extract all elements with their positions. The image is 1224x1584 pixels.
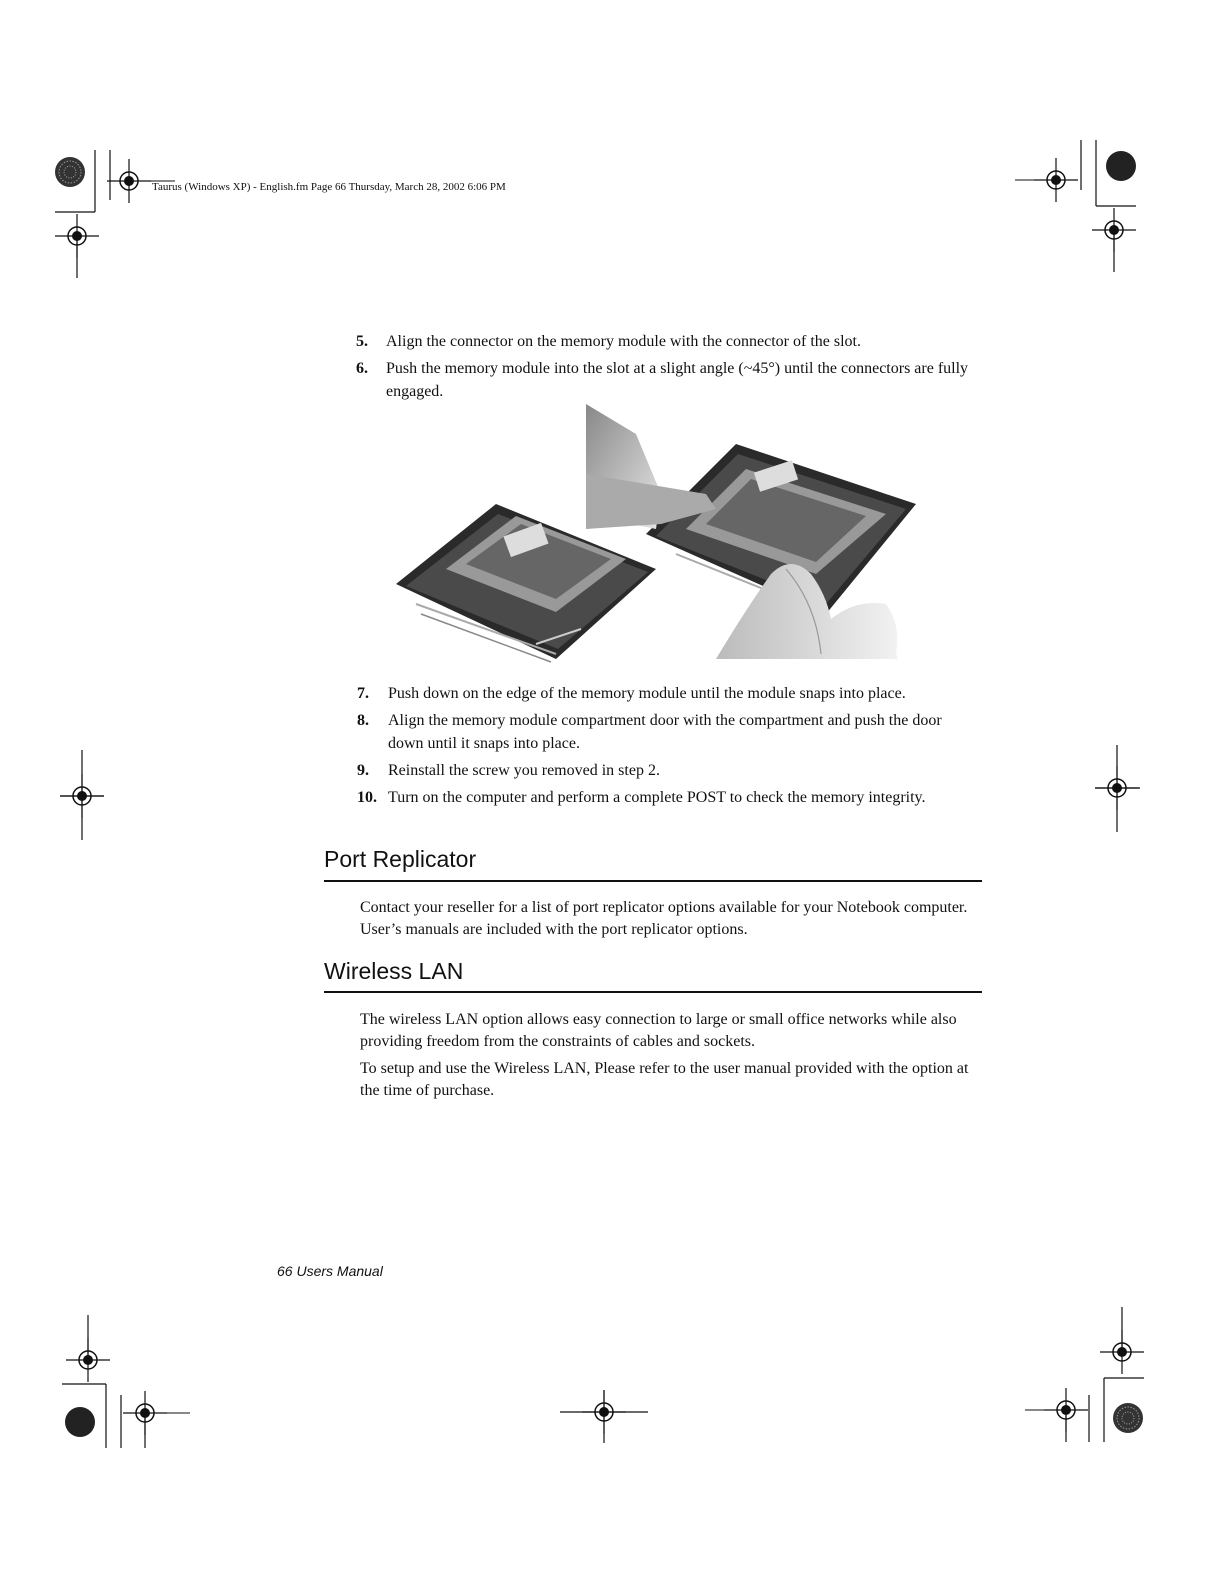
wireless-lan-body-1: The wireless LAN option allows easy connection to large or small office networks while also providing freedom from the constraints of cables and sockets. [360, 1011, 957, 1050]
steps-list-bottom [357, 682, 981, 813]
list-item [357, 682, 981, 705]
list-item [356, 330, 980, 353]
step-text: Push down on the edge of the memory module until the module snaps into place. [388, 685, 906, 702]
list-item [356, 357, 980, 403]
step-text: Align the memory module compartment door with the compartment and push the door down until it snaps into place. [388, 712, 942, 752]
print-slug-header: Taurus (Windows XP) - English.fm Page 66 Thursday, March 28, 2002 6:06 PM [152, 181, 506, 193]
section-divider [324, 991, 982, 993]
registration-star-icon [55, 157, 85, 187]
step-number: 6. [356, 360, 368, 377]
step-text: Align the connector on the memory module with the connector of the slot. [386, 333, 861, 350]
step-number: 9. [357, 762, 369, 779]
step-text: Turn on the computer and perform a complete POST to check the memory integrity. [388, 789, 926, 806]
list-item [357, 759, 981, 782]
port-replicator-body: Contact your reseller for a list of port replicator options available for your Notebook computer. User’s manuals are included with the port replicator options. [360, 899, 968, 938]
memory-module-installation-photo [386, 404, 920, 674]
section-heading-port-replicator: Port Replicator [324, 846, 477, 872]
step-number: 5. [356, 333, 368, 350]
step-text: Reinstall the screw you removed in step 2. [388, 762, 660, 779]
step-number: 7. [357, 685, 369, 702]
wireless-lan-body-2: To setup and use the Wireless LAN, Please refer to the user manual provided with the option at the time of purchase. [360, 1060, 969, 1099]
step-number: 10. [357, 789, 377, 806]
hand-lower [716, 564, 898, 659]
list-item [357, 709, 981, 755]
section-heading-wireless-lan: Wireless LAN [324, 958, 464, 984]
left-memory-module [396, 504, 656, 662]
steps-list-top [356, 330, 980, 407]
list-item [357, 786, 981, 809]
section-divider [324, 880, 982, 882]
page-footer: 66 Users Manual [277, 1263, 383, 1279]
step-text: Push the memory module into the slot at a slight angle (~45°) until the connectors are fully engaged. [386, 360, 969, 400]
hand-upper [586, 404, 716, 529]
step-number: 8. [357, 712, 369, 729]
